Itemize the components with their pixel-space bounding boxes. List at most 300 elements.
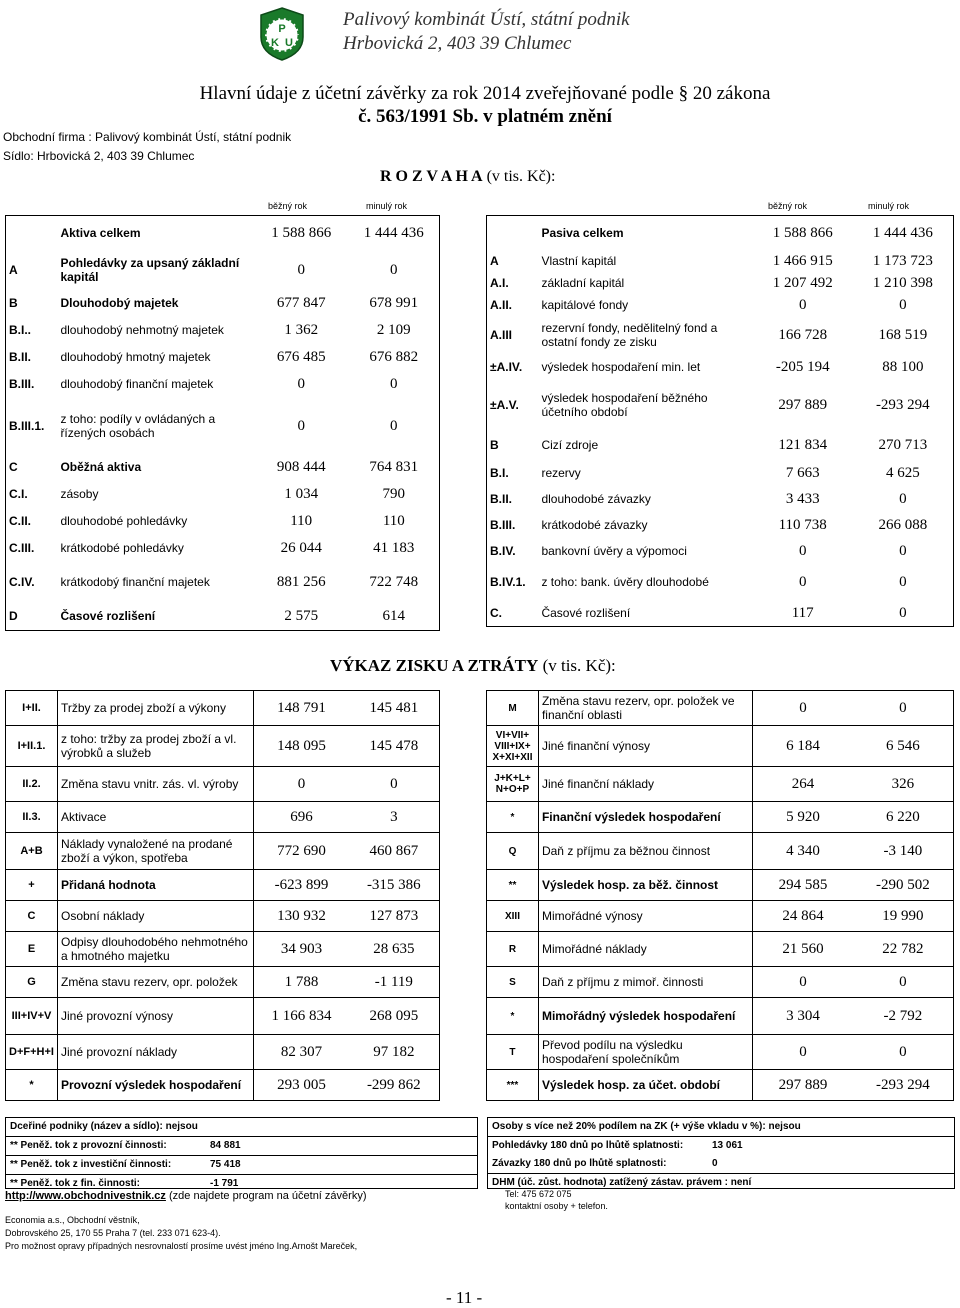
assets-label: Oběžná aktiva [60,460,142,474]
assets-label: dlouhodobý nehmotný majetek [60,323,224,337]
income-left-cur: 148 095 [277,737,326,754]
contact-person: kontaktní osoby + telefon. [505,1201,608,1211]
income-right-cur: 0 [799,699,807,716]
assets-code: A [9,263,18,277]
assets-cur: 1 034 [284,485,319,502]
assets-code: B [9,296,18,310]
assets-row [6,250,440,290]
income-left-body [6,691,440,1101]
income-left-code: + [6,870,58,901]
income-left-prev: 0 [390,775,398,792]
liabilities-label: rezervy [541,466,581,480]
liabilities-code [487,216,539,251]
income-left-label: Tržby za prodej zboží a výkony [57,691,253,726]
income-left-code: II.2. [6,767,58,802]
assets-row [6,508,440,534]
income-title-bold: VÝKAZ ZISKU A ZTRÁTY [330,656,539,675]
liabilities-label: kapitálové fondy [541,298,629,312]
income-right-label: Daň z příjmu z mimoř. činnosti [538,967,752,998]
assets-row [6,370,440,398]
income-left-cur: 130 932 [277,907,326,924]
income-right-row [487,833,954,870]
assets-prev: 110 [382,512,405,529]
liabilities-cur: 0 [798,573,807,590]
liabilities-cur: 1 466 915 [772,252,833,269]
income-left-prev: -315 386 [366,876,421,893]
liab-col-previous: minulý rok [868,201,910,211]
report-title-line2: č. 563/1991 Sb. v platném znění [358,106,612,127]
company-address: Hrbovická 2, 403 39 Chlumec [343,33,572,54]
liabilities-code: C. [490,606,502,620]
income-left-row [6,802,440,833]
liabilities-label: z toho: bank. úvěry dlouhodobé [541,575,709,589]
assets-label: krátkodobý finanční majetek [60,575,210,589]
income-left-label: Provozní výsledek hospodaření [57,1070,253,1101]
report-title [155,82,815,128]
income-right-cur: 264 [791,775,815,792]
assets-prev: 41 183 [373,539,415,556]
income-left-code: I+II. [6,691,58,726]
liabilities-label: bankovní úvěry a výpomoci [541,544,687,558]
income-right-row [487,802,954,833]
url-note: (zde najdete program na účetní závěrky) [165,1190,367,1202]
income-left-code: C [6,901,58,932]
income-right-row [487,1070,954,1101]
income-left-code: A+B [6,833,58,870]
income-right-label: Změna stavu rezerv, opr. položek ve finanční oblasti [538,691,752,726]
liabilities-code: B.I. [490,466,509,480]
income-right-row [487,901,954,932]
income-right-cur: 4 340 [786,842,820,859]
income-left-label: Přidaná hodnota [57,870,253,901]
liabilities-cur: 1 588 866 [772,224,833,241]
liabilities-code: B.IV. [490,544,516,558]
income-left-prev: 28 635 [373,940,415,957]
income-right-prev: -2 792 [883,1007,923,1024]
liabilities-row [487,354,954,380]
assets-prev: 678 991 [369,294,419,311]
income-left-code: * [6,1070,58,1101]
income-left-row [6,1070,440,1101]
assets-code: B.III. [9,377,35,391]
income-left-prev: 145 478 [369,737,419,754]
obchodnivestnik-link[interactable]: http://www.obchodnivestnik.cz [5,1190,166,1202]
liabilities-row [487,512,954,538]
firm-info [3,128,291,166]
contact-info [505,1188,608,1212]
cash-op-row [6,1137,477,1156]
income-right-code: VI+VII+ VIII+IX+ X+XI+XII [487,726,539,767]
assets-label: dlouhodobé pohledávky [60,514,188,528]
assets-prev: 1 444 436 [363,224,424,241]
liabilities-row [487,216,954,251]
liabilities-label: dlouhodobé závazky [541,492,651,506]
liabilities-label: výsledek hospodaření běžného účetního období [541,391,708,419]
income-left-row [6,1035,440,1070]
assets-code [6,216,58,251]
assets-code: C.II. [9,514,32,528]
income-left-row [6,833,440,870]
income-right-cur: 6 184 [786,737,820,754]
income-right-prev: 19 990 [882,907,924,924]
income-left-prev: 97 182 [373,1043,415,1060]
income-right-row [487,932,954,967]
liabilities-label: základní kapitál [541,276,625,290]
liabilities-cur: 1 207 492 [772,274,833,291]
income-left-label: Jiné provozní náklady [57,1035,253,1070]
income-left-cur: 82 307 [280,1043,323,1060]
income-left-row [6,901,440,932]
income-left-row [6,967,440,998]
liabilities-prev: 0 [899,542,907,559]
assets-cur: 881 256 [276,573,326,590]
liab-col-current: běžný rok [768,201,808,211]
assets-prev: 676 882 [369,348,419,365]
income-left-prev: 145 481 [369,699,419,716]
income-right-code: J+K+L+ N+O+P [487,767,539,802]
liabilities-code: B [490,438,499,452]
income-left-cur: 1 788 [284,973,319,990]
income-left-row [6,691,440,726]
publisher-info [5,1214,357,1253]
assets-cur: 1 588 866 [271,224,332,241]
publisher-line2: Dobrovského 25, 170 55 Praha 7 (tel. 233 071 623-4). [5,1228,221,1238]
cash-fin-label: ** Peněž. tok z fin. činnosti: [10,1178,141,1189]
assets-label: z toho: podíly v ovládaných a řízených osobách [60,412,216,440]
income-right-label: Finanční výsledek hospodaření [538,802,752,833]
liabilities-code: ±A.IV. [490,360,523,374]
liabilities-label: rezervní fondy, nedělitelný fond a ostatní fondy ze zisku [541,321,718,349]
income-right-code: *** [487,1070,539,1101]
liabilities-prev: 0 [899,490,907,507]
liabilities-prev: 1 444 436 [872,224,933,241]
liabilities-row [487,564,954,600]
liabilities-row [487,380,954,430]
payables-label: Závazky 180 dnů po lhůtě splatnosti: [492,1158,667,1169]
assets-cur: 676 485 [276,348,326,365]
subsidiaries: Dceřiné podniky (název a sídlo): nejsou [6,1118,477,1137]
assets-row [6,480,440,508]
income-right-cur: 0 [799,973,807,990]
assets-cur: 0 [297,375,305,392]
liabilities-cur: 297 889 [778,396,828,413]
income-right-code: T [487,1035,539,1070]
dhm: DHM (úč. zůst. hodnota) zatížený zástav. právem : není [492,1177,752,1188]
liabilities-cur: 0 [798,542,807,559]
income-right-code: * [487,802,539,833]
liabilities-prev: 1 210 398 [872,274,933,291]
income-right-prev: 0 [899,1043,907,1060]
assets-cur: 110 [290,512,313,529]
liabilities-prev: 1 173 723 [872,252,933,269]
cash-fin-value: -1 791 [210,1178,239,1189]
income-left-prev: 127 873 [369,907,419,924]
income-right-row [487,726,954,767]
income-left-cur: 0 [297,775,306,792]
income-left-code: E [6,932,58,967]
income-right-label: Jiné finanční výnosy [538,726,752,767]
assets-prev: 764 831 [369,458,419,475]
liabilities-prev: 168 519 [878,326,928,343]
assets-code: B.II. [9,350,32,364]
liabilities-label: Časové rozlišení [541,606,631,620]
income-right-table [486,690,954,1101]
assets-cur: 0 [297,417,305,434]
income-left-label: Změna stavu vnitr. zás. vl. výroby [57,767,253,802]
assets-code: C [9,460,18,474]
income-left-code: I+II.1. [6,726,58,767]
income-left-prev: -1 119 [374,973,413,990]
income-right-prev: -3 140 [883,842,923,859]
assets-body [6,216,440,631]
assets-code: D [9,609,18,623]
assets-cur: 677 847 [276,294,326,311]
liabilities-label: krátkodobé závazky [541,518,648,532]
income-right-prev: -290 502 [875,876,930,893]
income-right-code: ** [487,870,539,901]
svg-text:P: P [278,23,286,35]
owners: Osoby s více než 20% podílem na ZK (+ výše vkladu v %): nejsou [488,1118,954,1137]
income-left-cur: -623 899 [274,876,329,893]
income-left-label: z toho: tržby za prodej zboží a vl. výrobků a služeb [57,726,253,767]
income-left-code: D+F+H+I [6,1035,58,1070]
assets-cur: 1 362 [284,321,319,338]
income-left-cur: 148 791 [277,699,326,716]
liabilities-prev: 270 713 [878,436,928,453]
cash-op-label: ** Peněž. tok z provozní činnosti: [10,1140,167,1151]
liabilities-cur: 117 [791,604,814,621]
company-logo [259,7,305,61]
income-right-row [487,1035,954,1070]
liabilities-cur: 0 [798,296,807,313]
assets-col-current: běžný rok [268,201,308,211]
income-left-label: Náklady vynaložené na prodané zboží a výkon, spotřeba [57,833,253,870]
assets-prev: 614 [382,607,406,624]
liabilities-code: B.IV.1. [490,575,526,589]
income-left-row [6,726,440,767]
liabilities-code: A.I. [490,276,509,290]
liabilities-row [487,460,954,486]
receivables-row [488,1137,954,1155]
liabilities-code: A.II. [490,298,513,312]
assets-label: zásoby [60,487,99,501]
balance-sheet-title [380,168,555,186]
balance-sheet-unit: (v tis. Kč): [482,168,556,185]
income-right-label: Mimořádné výnosy [538,901,752,932]
assets-row [6,316,440,344]
income-right-prev: 22 782 [882,940,924,957]
svg-text:K: K [271,37,279,49]
income-right-code: Q [487,833,539,870]
income-right-label: Výsledek hosp. za účet. období [538,1070,752,1101]
assets-cur: 908 444 [276,458,326,475]
income-right-label: Mimořádný výsledek hospodaření [538,998,752,1035]
income-right-row [487,767,954,802]
income-left-prev: 460 867 [369,842,419,859]
income-right-prev: 326 [891,775,915,792]
assets-label: Aktiva celkem [60,226,141,240]
income-right-row [487,967,954,998]
income-right-prev: 6 220 [885,808,920,825]
income-left-prev: 3 [390,808,398,825]
liabilities-body [487,216,954,627]
assets-code: C.III. [9,541,35,555]
assets-cur: 2 575 [284,607,319,624]
income-right-cur: 297 889 [778,1076,828,1093]
income-right-cur: 3 304 [786,1007,820,1024]
income-left-row [6,870,440,901]
income-left-label: Aktivace [57,802,253,833]
income-right-code: XIII [487,901,539,932]
income-right-prev: 0 [899,699,907,716]
income-left-cur: 772 690 [277,842,326,859]
assets-prev: 0 [390,375,398,392]
liabilities-cur: 3 433 [785,490,820,507]
receivables-value: 13 061 [712,1140,743,1151]
assets-label: dlouhodobý finanční majetek [60,377,214,391]
cash-op-value: 84 881 [210,1140,241,1151]
income-left-table [5,690,440,1101]
cash-inv-value: 75 418 [210,1159,241,1170]
liabilities-prev: 0 [899,296,907,313]
assets-table [5,215,440,631]
liabilities-cur: 110 738 [778,516,827,533]
income-right-row [487,691,954,726]
payables-row [488,1155,954,1174]
report-title-line1: Hlavní údaje z účetní závěrky za rok 2014 zveřejňované podle § 20 zákona [199,83,771,104]
income-left-prev: -299 862 [366,1076,421,1093]
assets-prev: 722 748 [369,573,419,590]
liabilities-prev: -293 294 [875,396,930,413]
liabilities-row [487,430,954,460]
income-right-label: Mimořádné náklady [538,932,752,967]
income-left-label: Jiné provozní výnosy [57,998,253,1035]
assets-label: Dlouhodobý majetek [60,296,179,310]
assets-label: dlouhodobý hmotný majetek [60,350,211,364]
income-left-cur: 34 903 [280,940,323,957]
income-left-label: Odpisy dlouhodobého nehmotného a hmotného majetku [57,932,253,967]
assets-code: C.IV. [9,575,35,589]
income-right-cur: 24 864 [782,907,824,924]
assets-prev: 790 [382,485,406,502]
income-right-label: Převod podílu na výsledku hospodaření společníkům [538,1035,752,1070]
liabilities-prev: 4 625 [885,464,920,481]
income-left-code: III+IV+V [6,998,58,1035]
cash-inv-label: ** Peněž. tok z investiční činnosti: [10,1159,172,1170]
firm-seat: Sídlo: Hrbovická 2, 403 39 Chlumec [3,149,195,163]
income-right-label: Jiné finanční náklady [538,767,752,802]
company-name: Palivový kombinát Ústí, státní podnik [343,9,630,30]
income-right-cur: 294 585 [778,876,828,893]
liabilities-row [487,486,954,512]
income-right-label: Daň z příjmu za běžnou činnost [538,833,752,870]
income-right-code: R [487,932,539,967]
liabilities-code: A [490,254,499,268]
income-right-prev: -293 294 [875,1076,930,1093]
liabilities-row [487,272,954,294]
income-title [330,656,616,676]
income-right-code: S [487,967,539,998]
footer-left-box [5,1117,478,1189]
liabilities-prev: 88 100 [882,358,924,375]
liabilities-table [486,215,954,627]
liabilities-prev: 0 [899,604,907,621]
balance-sheet-title-bold: R O Z V A H A [380,168,483,185]
assets-cur: 0 [297,261,305,278]
liabilities-code: B.III. [490,518,516,532]
assets-row [6,344,440,370]
income-left-cur: 1 166 834 [271,1007,332,1024]
assets-label: Pohledávky za upsaný základní kapitál [60,256,240,284]
company-header [343,8,630,56]
payables-value: 0 [712,1158,718,1169]
assets-prev: 0 [390,417,398,434]
assets-code: B.I.. [9,323,32,337]
url-line [5,1189,366,1203]
income-right-label: Výsledek hosp. za běž. činnost [538,870,752,901]
income-right-body [487,691,954,1101]
assets-row [6,290,440,316]
assets-row [6,216,440,251]
liabilities-row [487,316,954,354]
liabilities-prev: 0 [899,573,907,590]
income-left-row [6,998,440,1035]
assets-label: Časové rozlišení [60,609,156,623]
liabilities-code: ±A.V. [490,398,519,412]
income-left-label: Změna stavu rezerv, opr. položek [57,967,253,998]
contact-tel: Tel: 475 672 075 [505,1189,572,1199]
assets-prev: 0 [390,261,398,278]
assets-row [6,398,440,454]
income-left-prev: 268 095 [369,1007,419,1024]
assets-cur: 26 044 [280,539,322,556]
publisher-line3: Pro možnost opravy případných nesrovnalostí prosíme uvést jméno Ing.Arnošt Mareček, [5,1241,358,1251]
liabilities-cur: -205 194 [775,358,830,375]
assets-row [6,454,440,480]
liabilities-cur: 121 834 [778,436,828,453]
receivables-label: Pohledávky 180 dnů po lhůtě splatnosti: [492,1140,684,1151]
liabilities-row [487,250,954,272]
svg-text:U: U [285,37,293,49]
income-right-cur: 21 560 [782,940,824,957]
income-right-cur: 0 [799,1043,807,1060]
income-right-row [487,870,954,901]
liabilities-label: Pasiva celkem [541,226,624,240]
assets-prev: 2 109 [376,321,411,338]
income-right-code: * [487,998,539,1035]
liabilities-cur: 166 728 [778,326,828,343]
income-left-cur: 293 005 [277,1076,326,1093]
liabilities-label: výsledek hospodaření min. let [541,360,701,374]
income-left-code: II.3. [6,802,58,833]
income-left-row [6,767,440,802]
cash-inv-row [6,1156,477,1175]
income-unit: (v tis. Kč): [538,656,616,675]
assets-row [6,534,440,562]
footer-right-box [487,1117,955,1189]
income-left-cur: 696 [290,808,313,825]
income-right-prev: 0 [899,973,907,990]
income-right-row [487,998,954,1035]
liabilities-label: Cizí zdroje [541,438,599,452]
publisher-line1: Economia a.s., Obchodní věstník, [5,1215,140,1225]
liabilities-code: A.III [490,328,513,342]
liabilities-row [487,294,954,316]
income-right-prev: 6 546 [885,737,920,754]
income-left-code: G [6,967,58,998]
income-left-label: Osobní náklady [57,901,253,932]
assets-row [6,562,440,602]
